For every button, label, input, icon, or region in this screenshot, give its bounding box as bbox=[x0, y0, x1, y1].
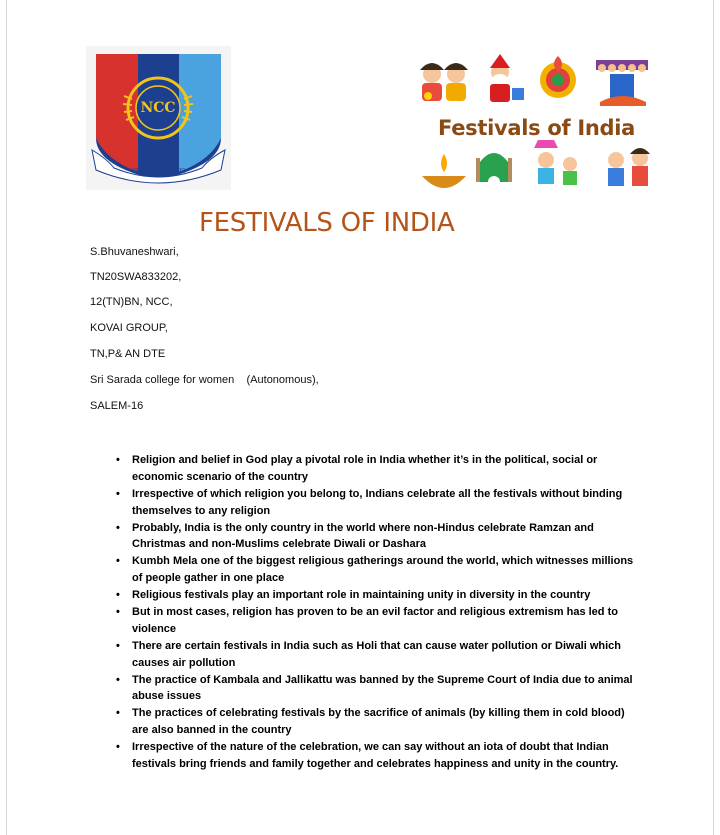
festivals-banner bbox=[410, 50, 656, 198]
list-item bbox=[116, 638, 636, 672]
list-item bbox=[116, 604, 636, 638]
list-item bbox=[116, 739, 636, 773]
list-item bbox=[116, 587, 636, 604]
address-line: Sri Sarada college for women (Autonomous), bbox=[90, 374, 319, 386]
bullet-icon: • bbox=[116, 454, 120, 466]
list-item bbox=[116, 672, 636, 706]
list-item-text: There are certain festivals in India such as Holi that can cause water pollution or Diwali which causes air pollution bbox=[132, 639, 622, 669]
ncc-badge-text: NCC bbox=[140, 100, 176, 116]
bullet-icon: • bbox=[116, 521, 120, 534]
list-item-text: Probably, India is the only country in the world where non-Hindus celebrate Ramzan and Christmas and non-Muslims celebrate Diwali or Dashara bbox=[132, 521, 594, 551]
bullet-icon: • bbox=[116, 639, 120, 652]
bullet-icon: • bbox=[116, 707, 120, 720]
ncc-motto: एकता और अनुशासन bbox=[131, 168, 186, 175]
address-line: KOVAI GROUP, bbox=[90, 322, 168, 334]
list-item-text: Kumbh Mela one of the biggest religious gatherings around the world, which witnesses millions of people gather in one place bbox=[132, 555, 634, 585]
bullet-icon: • bbox=[116, 673, 120, 686]
banner-text: Festivals of India bbox=[438, 116, 635, 140]
address-line: SALEM-16 bbox=[90, 400, 144, 412]
bullet-icon: • bbox=[116, 555, 120, 568]
list-item-text: But in most cases, religion has proven to be an evil factor and religious extremism has led to violence bbox=[132, 606, 618, 635]
list-item-text: The practice of Kambala and Jallikattu was banned by the Supreme Court of India due to animal abuse issues bbox=[132, 673, 633, 703]
list-item-text: Irrespective of the nature of the celebration, we can say without an iota of doubt that Indian festivals bring friends and family together and celebrates happiness and unity in the country. bbox=[132, 741, 619, 771]
list-item bbox=[116, 520, 636, 554]
address-line: S.Bhuvaneshwari, bbox=[90, 246, 179, 258]
address-line: 12(TN)BN, NCC, bbox=[90, 296, 173, 308]
bullet-list bbox=[116, 452, 636, 773]
list-item-text: Irrespective of which religion you belong to, Indians celebrate all the festivals without binding themselves to any religion bbox=[132, 487, 623, 517]
bullet-icon: • bbox=[116, 589, 120, 602]
list-item-text: Religion and belief in God play a pivotal role in India whether it’s in the political, social or economic scenario of the country bbox=[132, 454, 598, 483]
list-item bbox=[116, 486, 636, 520]
list-item bbox=[116, 705, 636, 739]
list-item bbox=[116, 553, 636, 587]
bullet-icon: • bbox=[116, 741, 120, 754]
bullet-icon: • bbox=[116, 487, 120, 500]
ncc-logo bbox=[86, 46, 231, 190]
list-item-text: The practices of celebrating festivals by the sacrifice of animals (by killing them in cold blood) are also banned in the country bbox=[132, 707, 625, 737]
list-item bbox=[116, 452, 636, 486]
list-item-text: Religious festivals play an important role in maintaining unity in diversity in the country bbox=[132, 589, 591, 602]
document-title: FESTIVALS OF INDIA bbox=[199, 208, 455, 238]
address-line: TN,P& AN DTE bbox=[90, 348, 166, 360]
bullet-icon: • bbox=[116, 606, 120, 619]
address-line: TN20SWA833202, bbox=[90, 271, 182, 283]
